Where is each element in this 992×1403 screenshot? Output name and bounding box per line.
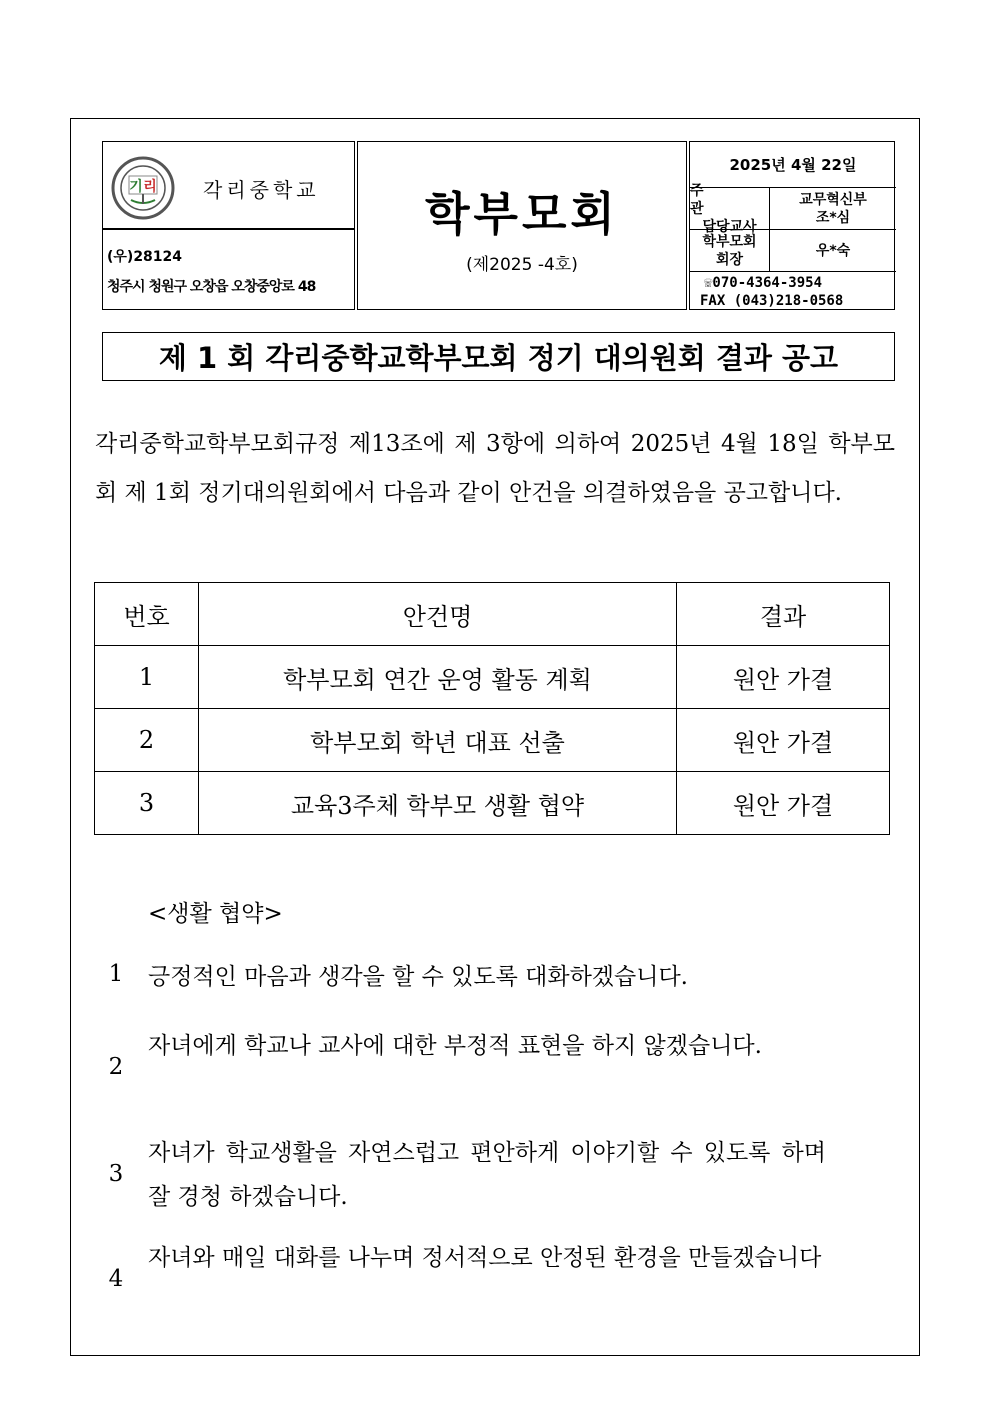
school-logo — [111, 156, 175, 220]
header-result: 결과 — [677, 583, 890, 646]
phone-number: ☏070-4364-3954 — [704, 275, 823, 291]
agenda-result: 원안 가결 — [677, 709, 890, 772]
pact-item — [104, 1024, 844, 1112]
newsletter-title: 학부모회 — [425, 187, 619, 241]
pact-item-text: 자녀에게 학교나 교사에 대한 부정적 표현을 하지 않겠습니다. — [148, 1033, 762, 1059]
pact-item-text: 긍정적인 마음과 생각을 할 수 있도록 대화하겠습니다. — [148, 964, 688, 990]
table-row — [95, 646, 890, 709]
logo-char-2: 리 — [143, 179, 157, 195]
pact-item — [104, 955, 844, 999]
agenda-no: 1 — [95, 646, 199, 709]
school-name: 각리중학교 — [203, 178, 320, 202]
school-box — [102, 141, 355, 229]
letterhead — [102, 141, 895, 310]
organizer-label-1: 주 관 — [690, 182, 722, 217]
agenda-name: 학부모회 연간 운영 활동 계획 — [199, 646, 677, 709]
issue-number: (제2025 -4호) — [466, 255, 578, 275]
pact-item — [104, 1236, 844, 1324]
logo-char-1: 기 — [129, 179, 143, 195]
table-row — [95, 709, 890, 772]
fax-number: FAX (043)218-0568 — [700, 293, 844, 309]
notice-title: 제 1 회 각리중학교학부모회 정기 대의원회 결과 공고 — [102, 332, 895, 381]
pact-item-number: 1 — [108, 961, 124, 987]
address-box — [102, 229, 355, 310]
table-header-row — [95, 583, 890, 646]
agenda-name: 학부모회 학년 대표 선출 — [199, 709, 677, 772]
organizer-row — [690, 182, 896, 235]
agenda-no: 3 — [95, 772, 199, 835]
agenda-table — [94, 582, 890, 835]
school-address: 청주시 청원구 오창읍 오창중앙로 48 — [107, 279, 316, 295]
pact-item-text: 자녀가 학교생활을 자연스럽고 편안하게 이야기할 수 있도록 하며 잘 경청 하겠습니다. — [148, 1140, 826, 1210]
president-label-1: 학부모회 — [702, 233, 757, 250]
pact-item-number: 3 — [108, 1161, 124, 1187]
header-number: 번호 — [95, 583, 199, 646]
pact-item — [104, 1131, 844, 1219]
pact-item-number: 2 — [108, 1054, 124, 1080]
organizer-dept: 교무혁신부 — [799, 191, 867, 208]
header-agenda: 안건명 — [199, 583, 677, 646]
info-box — [689, 141, 895, 310]
organizer-label-2: 담당교사 — [702, 218, 757, 235]
agenda-no: 2 — [95, 709, 199, 772]
president-row — [690, 230, 896, 272]
agenda-name: 교육3주체 학부모 생활 협약 — [199, 772, 677, 835]
organizer-teacher: 조*심 — [815, 209, 851, 226]
pact-item-text: 자녀와 매일 대화를 나누며 정서적으로 안정된 환경을 만들겠습니다 — [148, 1245, 822, 1271]
pact-title: <생활 협약> — [148, 901, 283, 927]
agenda-result: 원안 가결 — [677, 646, 890, 709]
contact-info — [690, 272, 896, 311]
intro-paragraph: 각리중학교학부모회규정 제13조에 제 3항에 의하여 2025년 4월 18일 학부모회 제 1회 정기대의원회에서 다음과 같이 안건을 의결하였음을 공고합니다. — [95, 431, 895, 506]
president-label-2: 회장 — [715, 251, 744, 268]
table-row — [95, 772, 890, 835]
president-name: 우*숙 — [815, 242, 851, 259]
postal-code: (우)28124 — [107, 249, 183, 265]
issue-date: 2025년 4월 22일 — [690, 142, 896, 188]
pact-item-number: 4 — [108, 1266, 124, 1292]
agenda-result: 원안 가결 — [677, 772, 890, 835]
title-box — [357, 141, 687, 310]
